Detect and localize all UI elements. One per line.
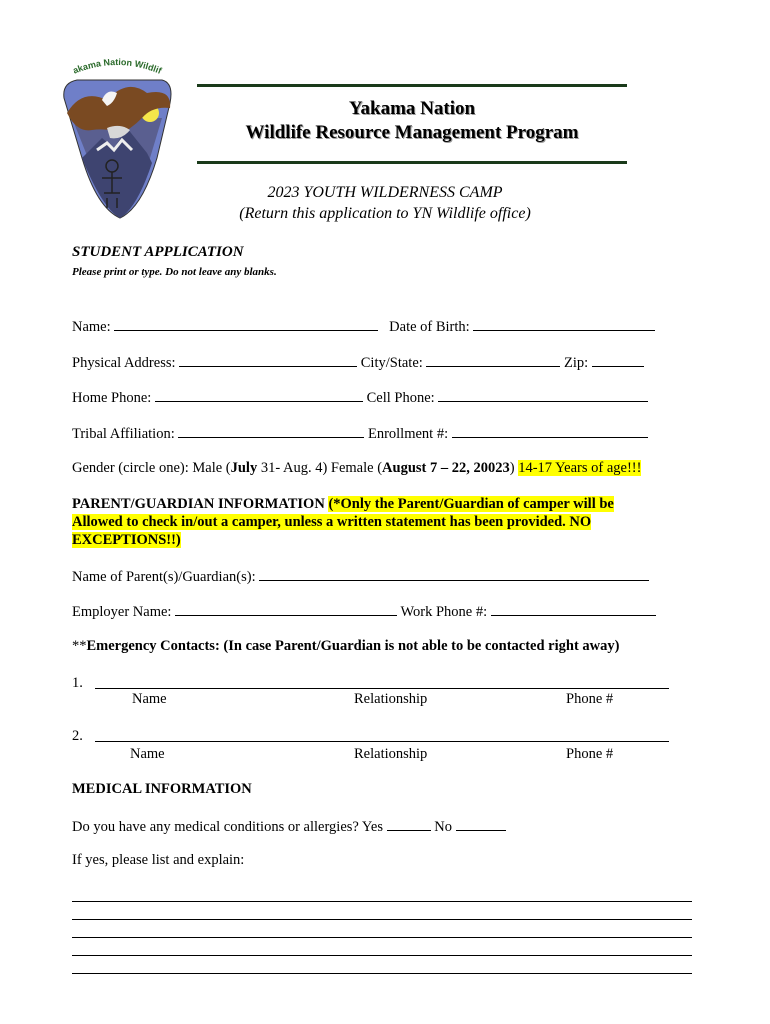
work-phone-label: Work Phone #:	[400, 604, 488, 620]
home-phone-label: Home Phone:	[72, 390, 152, 406]
work-phone-field[interactable]	[491, 602, 656, 616]
notice-line2: Allowed to check in/out a camper, unless a written statement has been provided. NO	[72, 514, 592, 530]
home-phone-field[interactable]	[155, 388, 363, 402]
camp-title: 2023 YOUTH WILDERNESS CAMP	[267, 184, 503, 201]
logo-arc-text: akama Nation Wildlif	[71, 58, 164, 76]
emergency-heading: Emergency Contacts: (In case Parent/Guardian is not able to be contacted right away)	[86, 638, 620, 654]
explain-line-3[interactable]	[72, 937, 692, 938]
medical-question-row	[72, 817, 506, 836]
svg-text:Yakama Nation Wildlife	[52, 58, 164, 76]
medical-no-label: No	[434, 819, 452, 835]
contact-1-name-col: Name	[132, 691, 167, 707]
age-note: 14-17 Years of age!!!	[518, 460, 642, 476]
parent-guardian-block	[72, 495, 672, 549]
female-dates-close: )	[509, 460, 515, 476]
tribal-label: Tribal Affiliation:	[72, 426, 175, 442]
cell-phone-field[interactable]	[438, 388, 648, 402]
contact-2-number: 2.	[72, 728, 83, 744]
male-dates-bold: July	[230, 460, 258, 476]
dob-label: Date of Birth:	[389, 319, 470, 335]
gender-row	[72, 460, 641, 477]
citystate-label: City/State:	[360, 355, 423, 371]
address-field[interactable]	[179, 353, 357, 367]
notice-line3: EXCEPTIONS!!)	[72, 532, 181, 548]
medical-question: Do you have any medical conditions or allergies? Yes	[72, 819, 384, 835]
student-application-heading: STUDENT APPLICATION	[72, 244, 244, 260]
medical-heading: MEDICAL INFORMATION	[72, 781, 252, 797]
phone-row	[72, 388, 648, 407]
parent-name-field[interactable]	[259, 567, 649, 581]
gender-prefix: Gender (circle one): Male (	[72, 460, 231, 476]
male-dates-rest: 31- Aug. 4) Female (	[257, 460, 383, 476]
employer-field[interactable]	[175, 602, 397, 616]
dob-field[interactable]	[473, 317, 655, 331]
contact-2-name-col: Name	[130, 746, 165, 762]
citystate-field[interactable]	[426, 353, 560, 367]
enrollment-field[interactable]	[452, 424, 648, 438]
medical-no-field[interactable]	[456, 817, 506, 831]
address-row	[72, 353, 644, 372]
address-label: Physical Address:	[72, 355, 176, 371]
emergency-heading-row	[72, 638, 619, 655]
name-label: Name:	[72, 319, 111, 335]
contact-1-relationship-col: Relationship	[354, 691, 428, 707]
contact-2-relationship-col: Relationship	[354, 746, 428, 762]
explain-line-4[interactable]	[72, 955, 692, 956]
contact-2-phone-col: Phone #	[566, 746, 614, 762]
medical-yes-field[interactable]	[387, 817, 431, 831]
name-field[interactable]	[114, 317, 378, 331]
parent-name-label: Name of Parent(s)/Guardian(s):	[72, 569, 256, 585]
tribal-row	[72, 424, 648, 443]
explain-line-5[interactable]	[72, 973, 692, 974]
parent-heading: PARENT/GUARDIAN INFORMATION	[72, 496, 325, 512]
program-name: Wildlife Resource Management Program	[245, 122, 579, 143]
instructions: Please print or type. Do not leave any blanks.	[72, 266, 277, 278]
employer-row	[72, 602, 656, 621]
header-bottom-rule	[197, 161, 627, 164]
org-name: Yakama Nation	[348, 98, 476, 119]
zip-label: Zip:	[564, 355, 589, 371]
contact-1-number: 1.	[72, 675, 83, 691]
contact-2-line[interactable]	[95, 741, 669, 742]
employer-label: Employer Name:	[72, 604, 172, 620]
contact-1-line[interactable]	[95, 688, 669, 689]
cell-phone-label: Cell Phone:	[366, 390, 435, 406]
name-dob-row	[72, 317, 655, 336]
notice-line1: (*Only the Parent/Guardian of camper will be	[328, 496, 614, 512]
explain-line-2[interactable]	[72, 919, 692, 920]
contact-1-phone-col: Phone #	[566, 691, 614, 707]
tribal-field[interactable]	[178, 424, 364, 438]
yakama-wildlife-logo	[52, 58, 182, 228]
female-dates: August 7 – 22, 20023	[382, 460, 510, 476]
explain-line-1[interactable]	[72, 901, 692, 902]
header-top-rule	[197, 84, 627, 87]
parent-name-row	[72, 567, 649, 586]
emergency-prefix: **	[72, 638, 87, 654]
zip-field[interactable]	[592, 353, 644, 367]
return-note: (Return this application to YN Wildlife office)	[239, 205, 531, 222]
enrollment-label: Enrollment #:	[367, 426, 449, 442]
explain-label: If yes, please list and explain:	[72, 852, 245, 868]
